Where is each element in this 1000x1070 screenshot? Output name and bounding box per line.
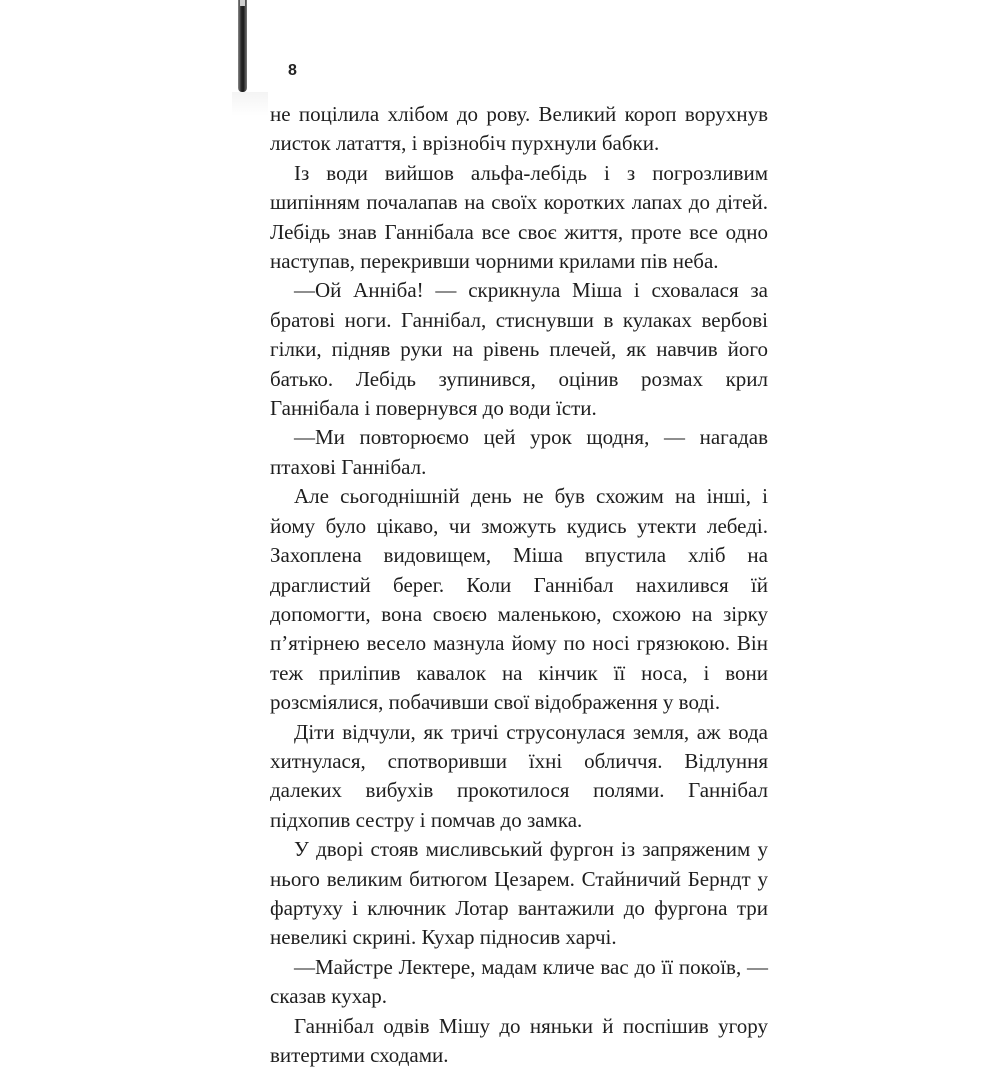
paragraph: —Ой Анніба! — скрикнула Міша і сховалася за братові ноги. Ганнібал, стиснувши в кулаках вербові гілки, підняв руки на рівень плечей, як навчив його батько. Лебідь зупинився, оцінив розмах крил Ганнібала і повернувся до води їсти.: [270, 278, 768, 421]
page-corner-shadow: [232, 92, 268, 116]
paragraph: Ганнібал одвів Мішу до няньки й поспішив угору витертими сходами.: [270, 1013, 768, 1067]
paragraph: Але сьогоднішній день не був схожим на інші, і йому було цікаво, чи зможуть кудись утекти лебеді. Захоплена видовищем, Міша впустила хліб на драглистий берег. Коли Ганнібал нахилився їй допомогти, вона своєю маленькою, схожою на зірку п’ятірнею весело мазнула йому по носі грязюкою. Він теж приліпив кавалок на кінчик її носа, і вони розсміялися, побачивши свої відображення у воді.: [270, 484, 768, 715]
page-number: 8: [288, 62, 297, 79]
paragraph: —Ми повторюємо цей урок щодня, — нагадав птахові Ганнібал.: [270, 425, 768, 479]
paragraph: Із води вийшов альфа-лебідь і з погрозливим шипінням почалапав на своїх коротких лапах до дітей. Лебідь знав Ганнібала все своє життя, проте все одно наступав, перекривши чорними крилами пів неба.: [270, 160, 768, 274]
paragraph: —Майстре Лектере, мадам кличе вас до її покоїв, — сказав кухар.: [270, 954, 768, 1009]
paragraph: не поцілила хлібом до рову. Великий короп ворухнув листок латаття, і врізнобіч пурхнули бабки.: [270, 102, 768, 156]
paragraph: Діти відчули, як тричі струсонулася земля, аж вода хитнулася, спотворивши їхні обличчя. Відлуння далеких вибухів прокотилося полями. Ганнібал підхопив сестру і помчав до замка.: [270, 719, 768, 832]
page-edge-highlight: [240, 0, 245, 6]
page-edge-shadow: [238, 0, 247, 92]
body-text: [270, 100, 768, 1070]
paragraph: У дворі стояв мисливський фургон із запряженим у нього великим битюгом Цезарем. Стайничий Берндт у фартуху і ключник Лотар вантажили до фургона три невеликі скрині. Кухар підносив харчі.: [270, 837, 768, 950]
